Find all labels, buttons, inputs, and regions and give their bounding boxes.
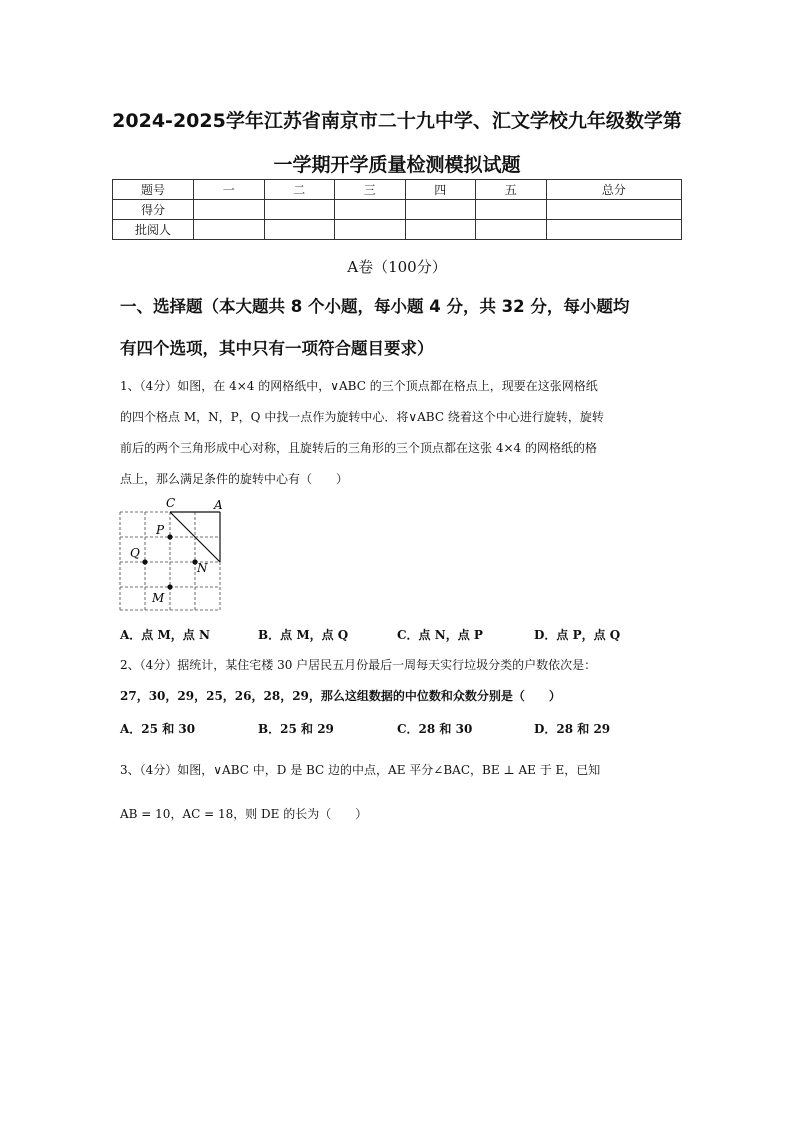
score-header-cell: 一: [194, 180, 265, 200]
score-cell: [546, 200, 682, 220]
label-c: C: [166, 496, 176, 510]
score-header-cell: 五: [476, 180, 547, 200]
score-header-cell: 题号: [113, 180, 194, 200]
label-q: Q: [130, 546, 140, 560]
option-b[interactable]: B．25 和 29: [258, 722, 334, 736]
option-a[interactable]: A．点 M，点 N: [120, 628, 210, 642]
point-m: [167, 584, 172, 589]
score-cell: [476, 200, 547, 220]
label-m: M: [152, 591, 165, 605]
score-cell: [476, 220, 547, 240]
score-header-cell: 二: [264, 180, 335, 200]
score-cell: [546, 220, 682, 240]
score-cell: [194, 200, 265, 220]
score-cell: [335, 200, 406, 220]
option-c[interactable]: C．点 N，点 P: [397, 628, 483, 642]
score-cell: [264, 220, 335, 240]
section-heading: [120, 286, 680, 370]
label-n: N: [197, 561, 208, 575]
question-3-line: 3、（4分）如图，∨ABC 中，D 是 BC 边的中点，AE 平分∠BAC，BE ⊥ AE 于 E，已知: [120, 763, 601, 777]
question-3-line: AB = 10，AC = 18，则 DE 的长为（ ）: [120, 807, 368, 821]
section-heading-line1: 一、选择题（本大题共 8 个小题，每小题 4 分，共 32 分，每小题均: [120, 297, 630, 316]
score-table-row: [113, 220, 682, 240]
score-header-cell: 总分: [546, 180, 682, 200]
question-1-line: 1、（4分）如图，在 4×4 的网格纸中，∨ABC 的三个顶点都在格点上，现要在这张网格纸: [120, 379, 598, 393]
question-2-line: 2、（4分）据统计，某住宅楼 30 户居民五月份最后一周每天实行垃圾分类的户数依次是：: [120, 658, 597, 672]
question-1-line: 前后的两个三角形成中心对称，且旋转后的三角形的三个顶点都在这张 4×4 的网格纸的格: [120, 441, 597, 455]
option-a[interactable]: A．25 和 30: [120, 722, 196, 736]
doc-title-line2: 一学期开学质量检测模拟试题: [273, 154, 521, 176]
question-2: [120, 650, 680, 712]
question-1-line: 点上，那么满足条件的旋转中心有（ ）: [120, 472, 349, 486]
score-header-cell: 四: [405, 180, 476, 200]
question-2-line: 27，30，29，25，26，28，29，那么这组数据的中位数和众数分别是（ ）: [120, 689, 561, 703]
section-heading-line2: 有四个选项，其中只有一项符合题目要求）: [120, 339, 434, 358]
point-p: [167, 534, 172, 539]
question-3: [120, 748, 680, 836]
score-row-label: 得分: [113, 200, 194, 220]
score-cell: [194, 220, 265, 240]
score-table-row: [113, 200, 682, 220]
option-b[interactable]: B．点 M，点 Q: [258, 628, 349, 642]
score-header-cell: 三: [335, 180, 406, 200]
score-row-label: 批阅人: [113, 220, 194, 240]
score-cell: [335, 220, 406, 240]
grid-figure: [114, 494, 230, 614]
option-c[interactable]: C．28 和 30: [397, 722, 473, 736]
point-q: [142, 559, 147, 564]
question-1-line: 的四个格点 M，N，P，Q 中找一点作为旋转中心．将∨ABC 绕着这个中心进行旋转，旋转: [120, 410, 604, 424]
volume-heading: A卷（100分）: [347, 258, 447, 276]
question-1: [120, 371, 680, 495]
label-p: P: [156, 523, 165, 537]
option-d[interactable]: D．28 和 29: [534, 722, 611, 736]
score-cell: [405, 220, 476, 240]
score-cell: [264, 200, 335, 220]
score-table-header-row: [113, 180, 682, 200]
score-table: [112, 179, 682, 240]
score-cell: [405, 200, 476, 220]
doc-title-line1: 2024-2025学年江苏省南京市二十九中学、汇文学校九年级数学第: [112, 110, 682, 132]
option-d[interactable]: D．点 P，点 Q: [534, 628, 621, 642]
label-a: A: [214, 498, 223, 512]
